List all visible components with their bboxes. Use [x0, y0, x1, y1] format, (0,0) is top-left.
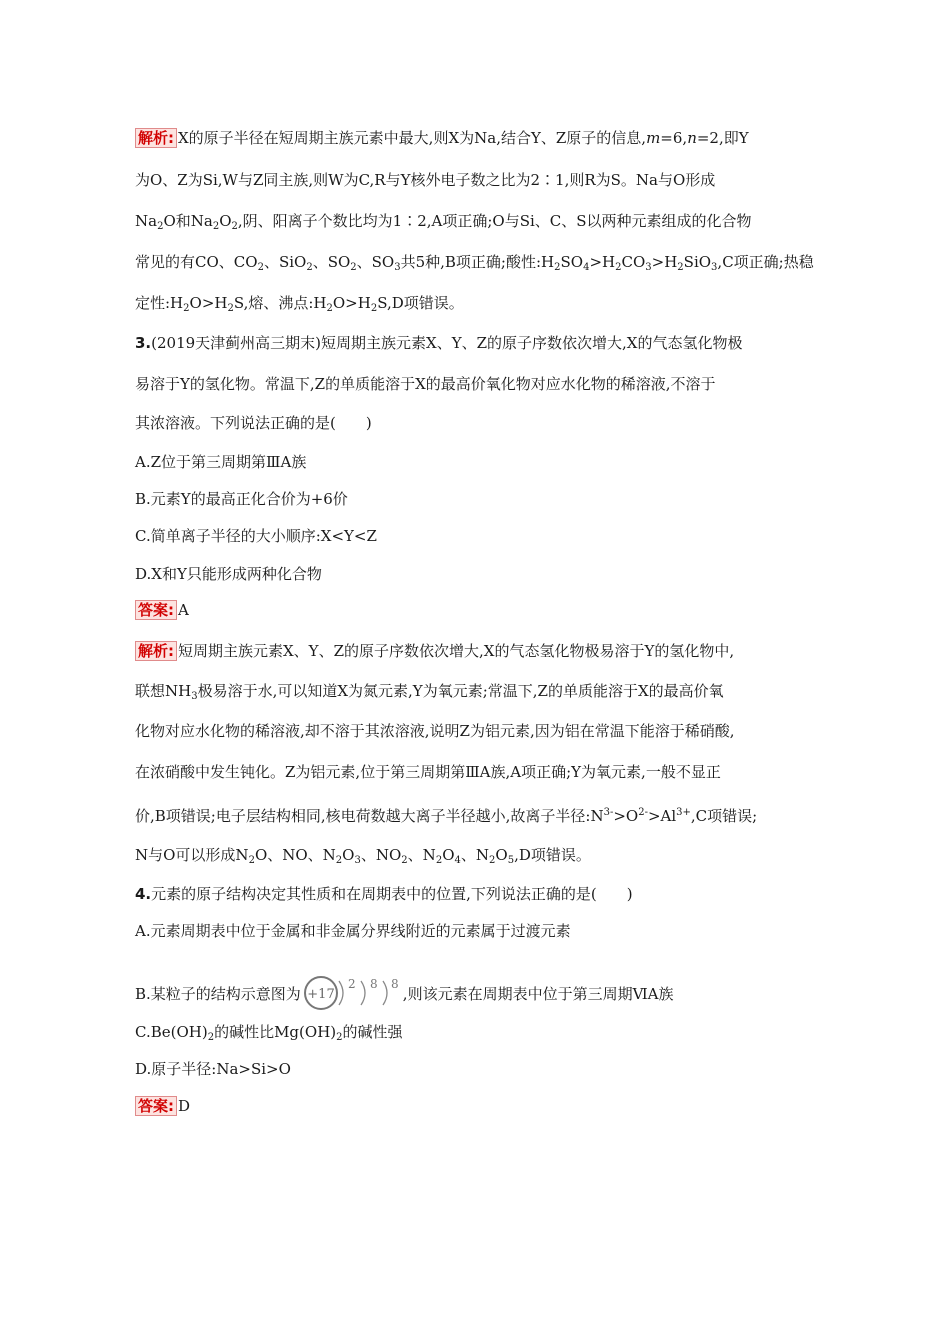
- q3-analysis-line-2: 联想$NH_3$极易溶于水,可以知道X为氮元素,Y为氧元素;常温下,Z的单质能溶于X的最高价氧: [135, 682, 724, 702]
- q3-analysis-line-1: 解析: 短周期主族元素X、Y、Z的原子序数依次增大,X的气态氢化物极易溶于Y的氢化物中,: [135, 640, 825, 662]
- shell-electrons-1: 2: [347, 977, 356, 991]
- q4-answer: 答案: D: [135, 1095, 825, 1117]
- analysis-label: 解析:: [135, 641, 177, 661]
- q3-option-c: C.简单离子半径的大小顺序:X<Y<Z: [135, 527, 377, 545]
- q2-analysis-line-1: 解析: X的原子半径在短周期主族元素中最大,则X为Na,结合Y、Z原子的信息,m=6,n=2,即Y: [135, 127, 825, 149]
- q4-option-c: $C.Be(OH)_2$的碱性比$Mg(OH)_2$的碱性强: [135, 1023, 403, 1043]
- answer-label: 答案:: [135, 600, 177, 620]
- q4-option-a: A.元素周期表中位于金属和非金属分界线附近的元素属于过渡元素: [135, 922, 571, 940]
- q3-analysis-line-6: N与O可以形成$N_2O$、NO、$N_2O_3$、$NO_2$、$N_2O_4$、$N_2O_5,D$项错误。: [135, 846, 591, 866]
- q2-analysis-line-3: $Na_2O$和$Na_2O_2$,阴、阳离子个数比均为1∶2,A项正确;O与Si、C、S以两种元素组成的化合物: [135, 212, 752, 232]
- q3-option-a: A.Z位于第三周期第ⅢA族: [135, 453, 307, 471]
- shell-arc-2: [361, 981, 365, 1005]
- q3-analysis-line-3: 化物对应水化物的稀溶液,却不溶于其浓溶液,说明Z为铝元素,因为铝在常温下能溶于稀硝酸,: [135, 722, 735, 740]
- q3-analysis-line-5: 价,B项错误;电子层结构相同,核电荷数越大离子半径越小,故离子半径$:N^{3-}>O^{2-}>Al^{3+},C$项错误;: [135, 807, 758, 825]
- atom-structure-diagram: [303, 975, 401, 1015]
- q4-option-d: D.原子半径:Na>Si>O: [135, 1060, 291, 1078]
- analysis-label: 解析:: [135, 128, 177, 148]
- question-number: 3.: [135, 334, 152, 352]
- q3-option-d: D.X和Y只能形成两种化合物: [135, 565, 322, 583]
- q3-stem-line-1: 3.(2019天津蓟州高三期末)短周期主族元素X、Y、Z的原子序数依次增大,X的气态氢化物极: [135, 334, 743, 352]
- shell-arc-1: [339, 981, 343, 1005]
- shell-arc-3: [383, 981, 387, 1005]
- shell-electrons-3: 8: [390, 977, 399, 991]
- q3-answer: 答案: A: [135, 599, 825, 621]
- q3-stem-line-2: 易溶于Y的氢化物。常温下,Z的单质能溶于X的最高价氧化物对应水化物的稀溶液,不溶于: [135, 375, 716, 393]
- q2-analysis-line-5: 定性$:H_2O>H_2S$,熔、沸点$:H_2O>H_2S,D$项错误。: [135, 294, 464, 314]
- answer-label: 答案:: [135, 1096, 177, 1116]
- q3-option-b: B.元素Y的最高正化合价为+6价: [135, 490, 348, 508]
- q4-stem: 4.元素的原子结构决定其性质和在周期表中的位置,下列说法正确的是( ): [135, 885, 633, 903]
- q3-analysis-line-4: 在浓硝酸中发生钝化。Z为铝元素,位于第三周期第ⅢA族,A项正确;Y为氧元素,一般不显正: [135, 763, 721, 781]
- q2-analysis-line-4: 常见的有CO、$CO_2$、SiO$_2$、$SO_2$、$SO_3$共5种,B项正确;酸性$:H_2SO_4>H_2CO_3>H_2SiO_3,C$项正确;热稳: [135, 253, 814, 273]
- q2-analysis-line-2: 为O、Z为Si,W与Z同主族,则W为C,R与Y核外电子数之比为2∶1,则R为S。Na与O形成: [135, 171, 716, 189]
- shell-electrons-2: 8: [369, 977, 378, 991]
- q4-option-b: B.某粒子的结构示意图为 +17 2 8 8 ,则该元素在周期表中位于第三周期ⅥA族: [135, 972, 825, 1016]
- question-number: 4.: [135, 885, 152, 903]
- nucleus-charge: +17: [307, 987, 335, 1002]
- q3-stem-line-3: 其浓溶液。下列说法正确的是( ): [135, 414, 372, 432]
